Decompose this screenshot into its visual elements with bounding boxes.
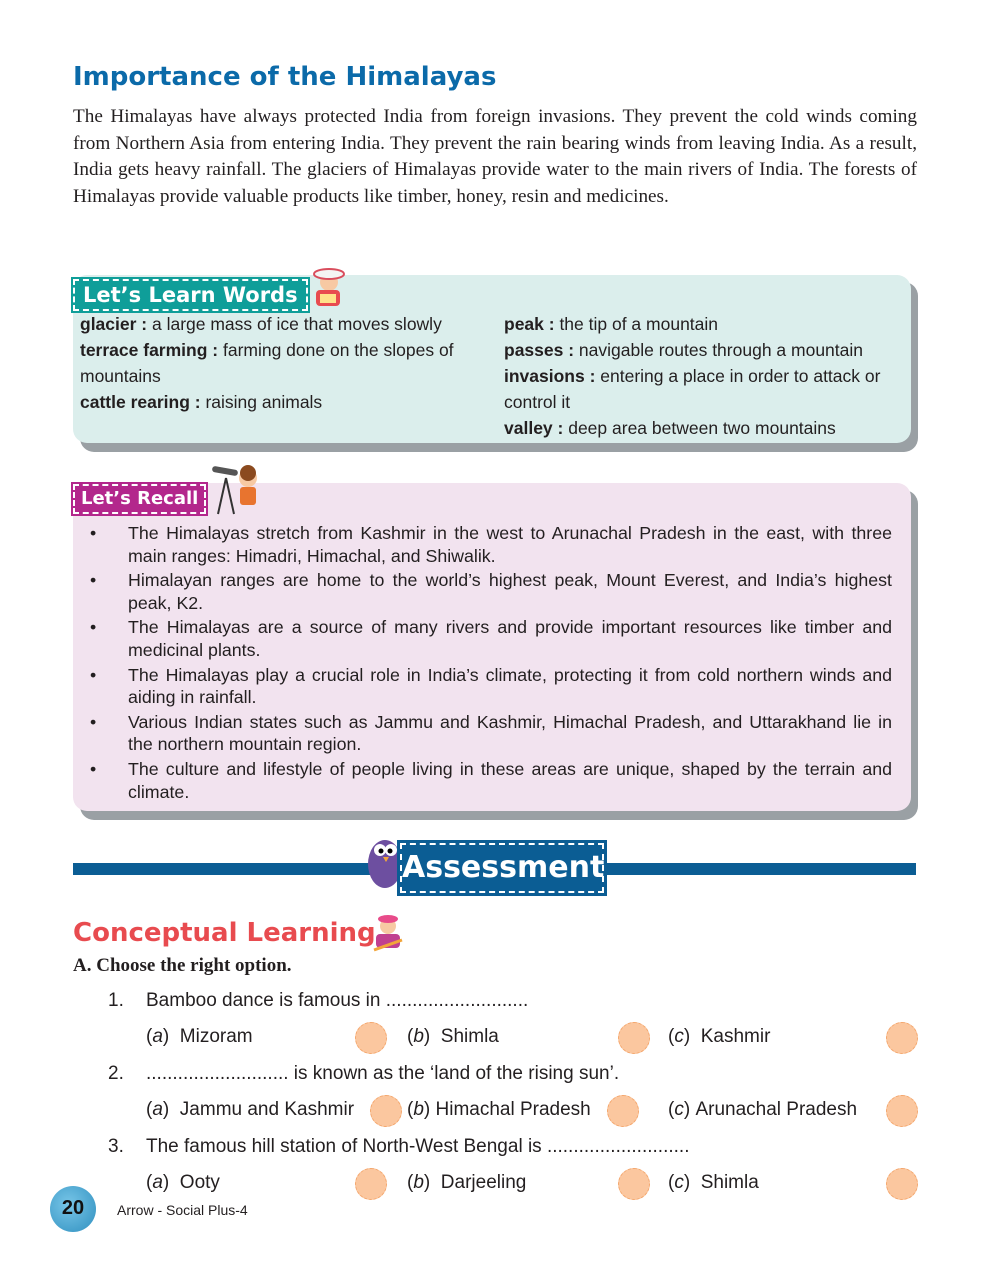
answer-circle[interactable]: [355, 1022, 387, 1054]
option: (b) Shimla: [407, 1026, 499, 1047]
answer-circle[interactable]: [370, 1095, 402, 1127]
girl-pencil-icon: [368, 912, 410, 954]
list-item: • The Himalayas are a source of many rivers and provide important resources like timber and medicinal plants.: [88, 616, 892, 661]
part-a-heading: A. Choose the right option.: [73, 955, 292, 976]
option: (b) Himachal Pradesh: [407, 1099, 591, 1120]
list-item: • Himalayan ranges are home to the world’s highest peak, Mount Everest, and India’s highest peak, K2.: [88, 569, 892, 614]
word-entry: terrace farming : farming done on the slopes of mountains: [80, 340, 454, 386]
question-text: ........................... is known as the ‘land of the rising sun’.: [146, 1063, 620, 1084]
option: (c) Kashmir: [668, 1026, 771, 1047]
word-entry: passes : navigable routes through a mountain: [504, 340, 863, 360]
girl-reading-icon: [302, 262, 352, 312]
importance-paragraph: The Himalayas have always protected India from foreign invasions. They prevent the cold winds coming from Northern Asia from entering India. They prevent the rain bearing winds from leaving India. As a result, India gets heavy rainfall. The glaciers of Himalayas provide water to the main rivers of India. The forests of Himalayas provide valuable products like timber, honey, resin and medicines.: [73, 106, 917, 207]
word-entry: valley : deep area between two mountains: [504, 418, 836, 438]
recall-heading: Let’s Recall: [73, 484, 206, 514]
answer-circle[interactable]: [607, 1095, 639, 1127]
words-heading: Let’s Learn Words: [73, 279, 308, 311]
option: (c) Shimla: [668, 1172, 759, 1193]
answer-circle[interactable]: [618, 1022, 650, 1054]
option: (a) Jammu and Kashmir: [146, 1099, 355, 1120]
words-left-column: [80, 311, 500, 415]
option: (c) Arunachal Pradesh: [668, 1099, 858, 1120]
words-right-column: [504, 311, 909, 441]
answer-circle[interactable]: [618, 1168, 650, 1200]
option: (b) Darjeeling: [407, 1172, 527, 1193]
assessment-banner: Assessment: [400, 843, 604, 893]
list-item: • The Himalayas stretch from Kashmir in the west to Arunachal Pradesh in the east, with three main ranges: Himadri, Himachal, and Shiwalik.: [88, 522, 892, 567]
answer-circle[interactable]: [355, 1168, 387, 1200]
recall-list: [88, 522, 892, 805]
word-entry: cattle rearing : raising animals: [80, 392, 323, 412]
question-number: 1.: [108, 990, 124, 1011]
question-text: Bamboo dance is famous in ...........................: [146, 990, 529, 1011]
list-item: • The culture and lifestyle of people living in these areas are unique, shaped by the terrain and climate.: [88, 758, 892, 803]
answer-circle[interactable]: [886, 1022, 918, 1054]
question-number: 2.: [108, 1063, 124, 1084]
section-title: Importance of the Himalayas: [73, 62, 497, 92]
book-title: Arrow - Social Plus-4: [117, 1202, 248, 1218]
word-entry: peak : the tip of a mountain: [504, 314, 719, 334]
page-number: 20: [61, 1197, 85, 1219]
option: (a) Mizoram: [146, 1026, 253, 1047]
word-entry: glacier : a large mass of ice that moves slowly: [80, 314, 442, 334]
boy-telescope-icon: [208, 460, 266, 518]
answer-circle[interactable]: [886, 1095, 918, 1127]
list-item: • Various Indian states such as Jammu and Kashmir, Himachal Pradesh, and Uttarakhand lie in the northern mountain region.: [88, 711, 892, 756]
question-number: 3.: [108, 1136, 124, 1157]
answer-circle[interactable]: [886, 1168, 918, 1200]
option: (a) Ooty: [146, 1172, 220, 1193]
question-text: The famous hill station of North-West Bengal is ...........................: [146, 1136, 690, 1157]
word-entry: invasions : entering a place in order to attack or control it: [504, 366, 881, 412]
conceptual-learning-title: Conceptual Learning: [73, 918, 376, 948]
list-item: • The Himalayas play a crucial role in India’s climate, protecting it from cold northern winds and aiding in rainfall.: [88, 664, 892, 709]
